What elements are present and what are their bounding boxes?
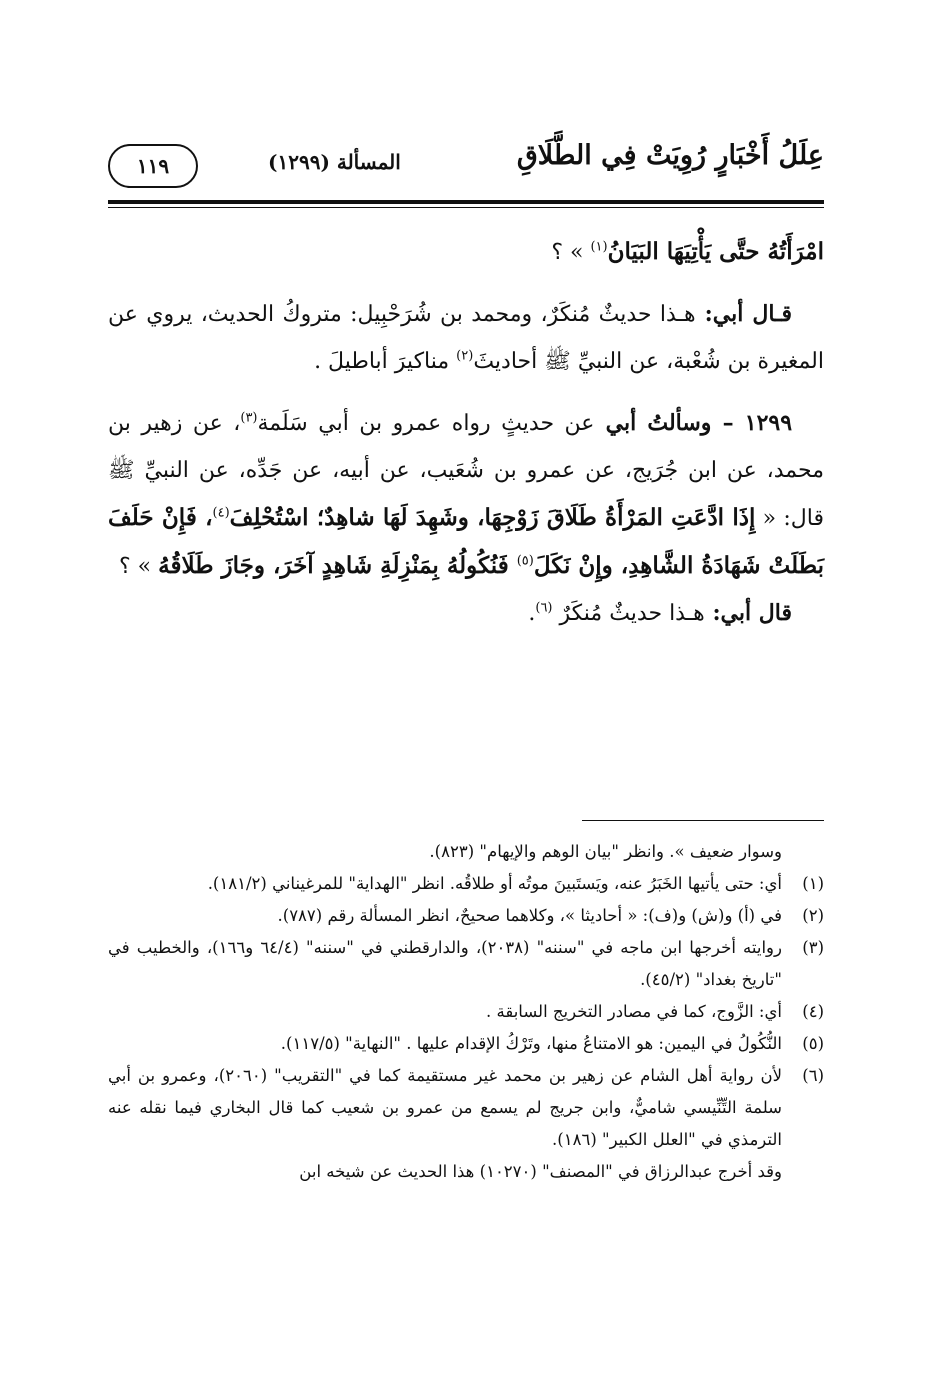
issue-number: المسألة (١٢٩٩) bbox=[268, 150, 401, 174]
footnote-number: (٦) bbox=[802, 1066, 824, 1085]
header-rule-thick bbox=[108, 200, 824, 204]
footnote-ref: (٦) bbox=[535, 600, 553, 616]
issue-heading: ١٢٩٩ – وسألتُ أبي bbox=[594, 410, 793, 436]
footnote-number: (٣) bbox=[802, 938, 824, 957]
footnote-text: أي: الزَّوج، كما في مصادر التخريج السابقة . bbox=[486, 1002, 782, 1021]
hadith-text: امْرَأَتُهُ حتَّى يَأْتِيَهَا البَيَانُ bbox=[607, 238, 824, 265]
main-text bbox=[108, 228, 824, 637]
footnote-ref: (٢) bbox=[456, 348, 474, 364]
footnote-ref: (٥) bbox=[516, 553, 534, 569]
page-number: ١١٩ bbox=[136, 154, 170, 178]
footnote-number: (٢) bbox=[802, 906, 824, 925]
footnote-number: (٤) bbox=[802, 1002, 824, 1021]
footnotes bbox=[108, 836, 824, 1188]
footnote-text: روايته أخرجها ابن ماجه في "سننه" (٢٠٣٨)، والدارقطني في "سننه" (٦٤/٤ و١٦٦)، والخطيب في "تاريخ بغداد" (٤٥/٢). bbox=[108, 938, 782, 989]
footnote-number: (١) bbox=[802, 874, 824, 893]
footnote-text: لأن رواية أهل الشام عن زهير بن محمد غير مستقيمة كما في "التقريب" (٢٠٦٠)، وعمرو بن أبي سلمة التِّنِّيسي شاميٌّ، وابن جريج لم يسمع من عمرو بن شعيب كما قال البخاري فيما نقله عنه الترمذي في "العلل الكبير" (١٨٦). bbox=[108, 1066, 782, 1149]
footnote-separator bbox=[582, 820, 824, 821]
paragraph-father-verdict bbox=[108, 590, 824, 637]
footnote-item bbox=[108, 996, 824, 1028]
question-text: عن حديثٍ رواه عمرو بن أبي سَلَمة bbox=[257, 411, 595, 436]
hadith-text: إِذَا ادَّعَتِ المَرْأَةُ طَلَاقَ زَوْجِهَا، وشَهِدَ لَهَا شاهِدٌ؛ اسْتُحْلِفَ bbox=[229, 504, 756, 531]
footnote-item bbox=[108, 868, 824, 900]
footnote-item bbox=[108, 1060, 824, 1156]
verdict-text: هـذا حديثٌ مُنكَرٌ bbox=[552, 601, 705, 626]
hadith-text: ، فَإِنْ حَلَفَ بَطَلَتْ شَهَادَةُ الشَّاهِدِ، وإِنْ نَكَلَ bbox=[108, 504, 824, 579]
paragraph-issue-1299 bbox=[108, 400, 824, 590]
hadith-text: فَنُكُولُهُ بِمَنْزِلَةِ شَاهِدٍ آخَرَ، وجَازَ طَلَاقُهُ bbox=[158, 552, 517, 579]
speaker-label: قـال أبي: bbox=[695, 301, 792, 327]
footnote-number: (٥) bbox=[802, 1034, 824, 1053]
footnote-item bbox=[108, 932, 824, 996]
footnote-item bbox=[108, 1028, 824, 1060]
comment-text-end: مناكيرَ أباطيلَ . bbox=[314, 349, 457, 374]
footnote-ref: (٤) bbox=[212, 505, 230, 521]
footnote-item bbox=[108, 900, 824, 932]
footnote-ref: (١) bbox=[590, 239, 608, 255]
quote-close: » ؟ bbox=[119, 554, 159, 579]
hadith-continuation bbox=[108, 228, 824, 276]
speaker-label: قال أبي: bbox=[704, 600, 792, 626]
isnad-text: ، عن زهير بن محمد، عن ابن جُرَيج، عن عمرو بن شُعَيب، عن أبيه، عن جَدِّه، عن النبيِّ ﷺ قال: « bbox=[108, 411, 824, 531]
footnote-text: النُّكُولُ في اليمين: هو الامتناعُ منها، وتَرْكُ الإقدام عليها . "النهاية" (١١٧/٥). bbox=[280, 1034, 782, 1053]
footnote-last-line: وقد أخرج عبدالرزاق في "المصنف" (١٠٢٧٠) هذا الحديث عن شيخه ابن bbox=[299, 1162, 782, 1181]
verdict-end: . bbox=[528, 601, 536, 626]
footnote-continuation: وسوار ضعيف ». وانظر "بيان الوهم والإيهام" (٨٢٣). bbox=[429, 842, 782, 861]
running-header bbox=[108, 136, 824, 196]
header-rule-thin bbox=[108, 207, 824, 208]
comment-text: هـذا حديثٌ مُنكَرٌ، ومحمد بن شُرَحْبِيل: متروكُ الحديث، يروي عن المغيرة بن شُعْبة، عن النبيِّ ﷺ أحاديثَ bbox=[108, 302, 824, 374]
book-title: عِلَلُ أَخْبَارٍ رُوِيَتْ فِي الطَّلَاقِ bbox=[516, 140, 824, 171]
page-number-badge bbox=[108, 144, 198, 188]
footnote-ref: (٣) bbox=[240, 410, 258, 426]
footnote-text: أي: حتى يأتيها الخَبَرُ عنه، ويَستَبينَ موتُه أو طلاقُه. انظر "الهداية" للمرغيناني (١٨١/٢). bbox=[207, 874, 782, 893]
paragraph-father-comment bbox=[108, 291, 824, 385]
quote-close: » ؟ bbox=[551, 240, 591, 265]
footnote-text: في (أ) و(ش) و(ف): « أحاديثا »، وكلاهما صحيحٌ، انظر المسألة رقم (٧٨٧). bbox=[277, 906, 782, 925]
